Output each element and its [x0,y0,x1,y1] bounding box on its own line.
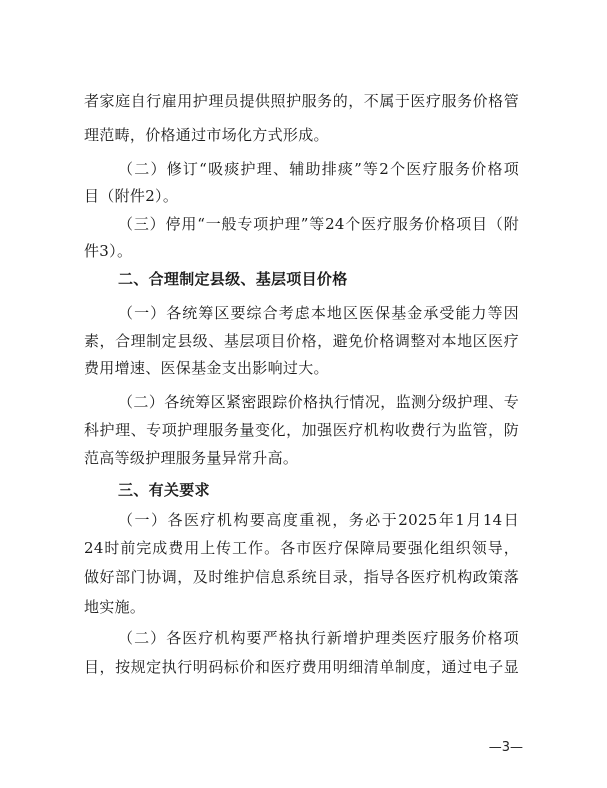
paragraph-line: （一）各统筹区要综合考虑本地区医保基金承受能力等因 [118,304,519,322]
paragraph-line: 件3）。 [84,242,133,260]
paragraph-line: 科护理、专项护理服务量变化，加强医疗机构收费行为监管，防 [84,421,519,439]
paragraph-line: （二）修订“吸痰护理、辅助排痰”等2个医疗服务价格项 [118,160,519,178]
paragraph-line: （二）各医疗机构要严格执行新增护理类医疗服务价格项 [118,629,519,647]
paragraph-line: 地实施。 [84,598,146,616]
paragraph-line: （三）停用“一般专项护理”等24个医疗服务价格项目（附 [118,215,519,233]
paragraph-line: 素，合理制定县级、基层项目价格，避免价格调整对本地区医疗 [84,332,519,350]
paragraph-line: 费用增速、医保基金支出影响过大。 [84,359,329,377]
paragraph-line: 做好部门协调，及时维护信息系统目录，指导各医疗机构政策落 [84,568,519,586]
paragraph-line: 者家庭自行雇用护理员提供照护服务的，不属于医疗服务价格管 [84,92,519,110]
paragraph-line: （二）各统筹区紧密跟踪价格执行情况，监测分级护理、专 [118,393,519,411]
section-heading: 二、合理制定县级、基层项目价格 [118,270,348,288]
paragraph-line: 目（附件2）。 [84,187,179,205]
paragraph-line: 目，按规定执行明码标价和医疗费用明细清单制度，通过电子显 [84,658,519,676]
paragraph-line: 24时前完成费用上传工作。各市医疗保障局要强化组织领导， [84,539,519,557]
page-number: —3— [488,740,523,755]
paragraph-line: 范高等级护理服务量异常升高。 [84,449,299,467]
paragraph-line: （一）各医疗机构要高度重视，务必于2025年1月14日 [118,511,519,529]
section-heading: 三、有关要求 [118,481,210,499]
paragraph-line: 理范畴，价格通过市场化方式形成。 [84,126,329,144]
